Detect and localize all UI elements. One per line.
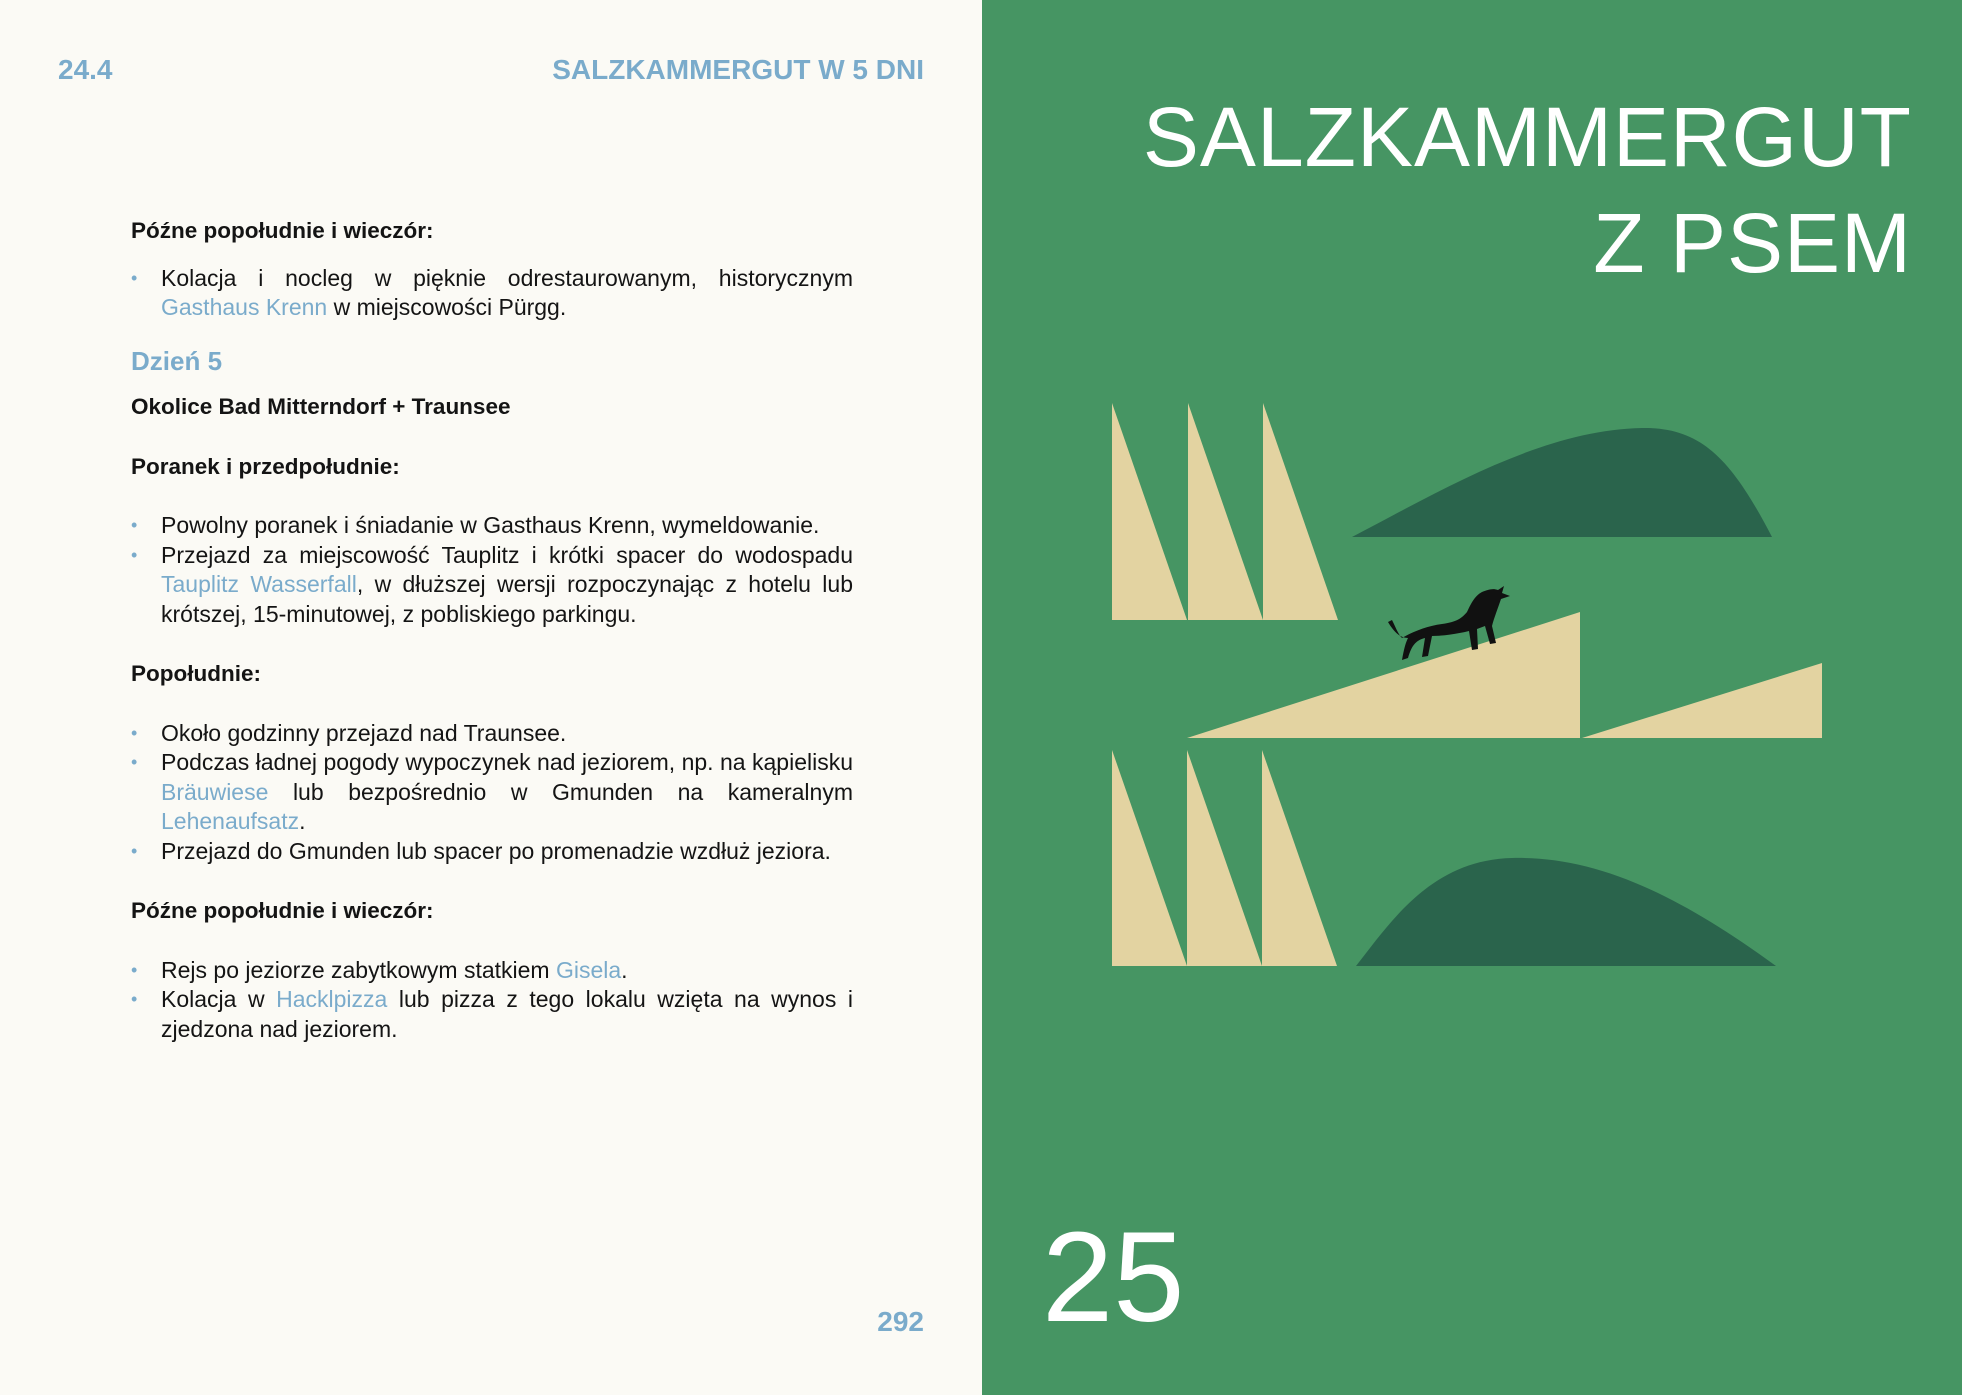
chapter-number: 25 [1042,1206,1185,1349]
hill-shape [1356,858,1776,966]
hill-shape [1352,428,1772,537]
list-item: • Przejazd do Gmunden lub spacer po promenadzie wzdłuż jeziora. [131,837,853,867]
link-lehenaufsatz[interactable]: Lehenaufsatz [161,808,300,834]
chapter-title-line-1: SALZKAMMERGUT [1142,90,1912,184]
landscape-illustration [1112,400,1832,990]
section-title: SALZKAMMERGUT W 5 DNI [552,54,924,85]
chapter-title-line-2: Z PSEM [1593,196,1912,290]
link-tauplitz-wasserfall[interactable]: Tauplitz Wasserfall [161,571,357,597]
page-number: 292 [877,1306,924,1337]
ramp-shape [1187,612,1580,738]
evening-list-2 [131,956,853,1045]
link-brauwiese[interactable]: Bräuwiese [161,778,269,805]
chapter-title [1143,84,1912,296]
sail-shape [1112,403,1187,620]
afternoon-heading: Popołudnie: [131,661,261,686]
page-content [131,212,853,1044]
link-gisela[interactable]: Gisela [555,956,622,983]
sail-shape [1112,750,1187,966]
sail-shape [1262,750,1337,966]
sail-shape [1187,750,1262,966]
list-item: • Powolny poranek i śniadanie w Gasthaus Krenn, wymeldowanie. [131,511,853,541]
list-item: • Rejs po jeziorze zabytkowym statkiem Gisela. [131,956,853,986]
morning-list [131,511,853,629]
link-gasthaus-krenn[interactable]: Gasthaus Krenn [161,294,328,320]
right-page [982,0,1962,1395]
day-subtitle: Okolice Bad Mitterndorf + Traunsee [131,394,511,419]
list-item: • Kolacja i nocleg w pięknie odrestaurowanym, historycznym Gasthaus Krenn w miejscowości Pürgg. [131,264,853,323]
link-hacklpizza[interactable]: Hacklpizza [276,986,388,1012]
list-item: • Około godzinny przejazd nad Traunsee. [131,719,853,749]
evening-heading-1: Późne popołudnie i wieczór: [131,218,434,243]
list-item: • Przejazd za miejscowość Tauplitz i krótki spacer do wodospadu Tauplitz Wasserfall, w dłuższej wersji rozpoczynając z hotelu lub krótszej, 15-minutowej, z pobliskiego parkingu. [131,541,853,630]
sail-shape [1263,403,1338,620]
evening-heading-2: Późne popołudnie i wieczór: [131,898,434,923]
list-item: • Kolacja w Hacklpizza lub pizza z tego lokalu wzięta na wynos i zjedzona nad jeziorem. [131,985,853,1044]
section-number: 24.4 [58,54,113,85]
list-item: • Podczas ładnej pogody wypoczynek nad jeziorem, np. na kąpielisku Bräuwiese lub bezpośrednio w Gmunden na kameralnym Lehenaufsatz. [131,748,853,837]
evening-list-1 [131,264,853,323]
morning-heading: Poranek i przedpołudnie: [131,453,400,479]
ramp-shape [1582,663,1822,738]
day-heading: Dzień 5 [131,345,223,376]
sail-shape [1188,403,1263,620]
afternoon-list [131,719,853,867]
